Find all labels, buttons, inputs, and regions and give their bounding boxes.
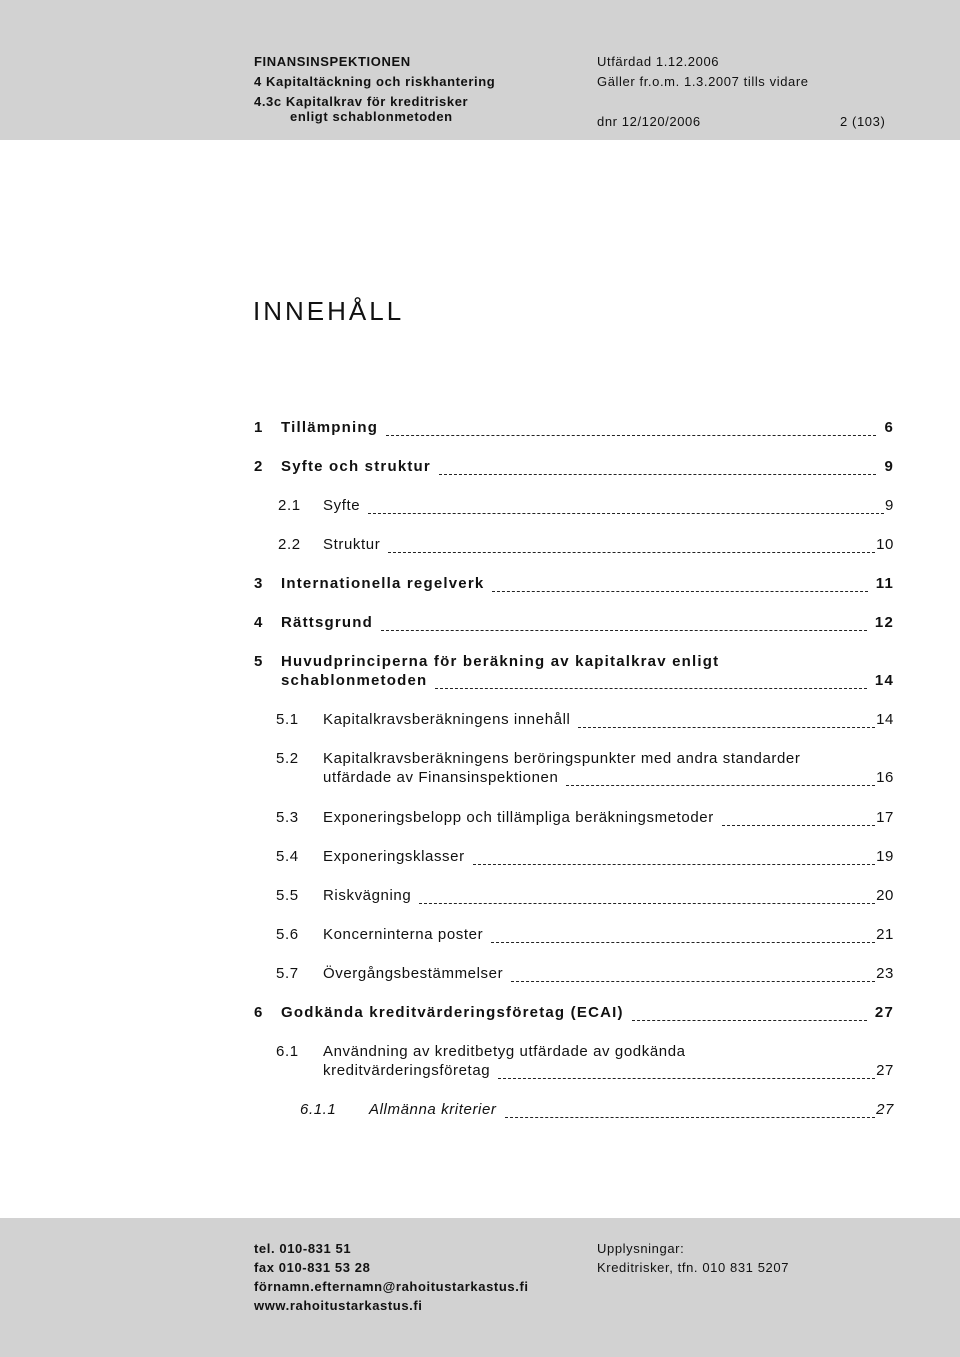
toc-entry-text: Exponeringsbelopp och tillämpliga beräkningsmetoder xyxy=(323,809,714,826)
toc-entry-text: Koncerninterna poster xyxy=(323,926,484,943)
toc-entry-number: 5 xyxy=(254,653,264,670)
toc-entry-number: 3 xyxy=(254,575,264,592)
toc-entry[interactable] xyxy=(0,574,960,594)
toc-entry-text: Godkända kreditvärderingsföretag (ECAI) xyxy=(281,1004,624,1021)
header-subsection: 4.3c Kapitalkrav för kreditrisker xyxy=(254,94,469,109)
toc-entry[interactable] xyxy=(0,964,960,984)
toc-leader xyxy=(386,435,876,436)
toc-entry-number: 6 xyxy=(254,1004,264,1021)
toc-leader xyxy=(632,1020,867,1021)
toc-entry-number: 5.4 xyxy=(276,848,299,865)
toc-leader xyxy=(578,727,875,728)
toc-leader xyxy=(492,591,867,592)
toc-entry[interactable] xyxy=(0,613,960,633)
toc-leader xyxy=(498,1078,875,1079)
footer-fax: fax 010-831 53 28 xyxy=(254,1260,371,1275)
toc-entry-text: Syfte xyxy=(323,497,361,514)
toc-entry[interactable] xyxy=(0,1003,960,1023)
toc-entry-page: 27 xyxy=(876,1101,894,1118)
toc-entry-number: 1 xyxy=(254,419,264,436)
toc-entry-number: 5.5 xyxy=(276,887,299,904)
toc-leader xyxy=(388,552,875,553)
toc-entry-text: Huvudprinciperna för beräkning av kapitalkrav enligt xyxy=(281,653,720,670)
toc-entry-number: 5.7 xyxy=(276,965,299,982)
toc-leader xyxy=(511,981,875,982)
toc-entry[interactable] xyxy=(0,886,960,906)
toc-entry-page: 23 xyxy=(876,965,894,982)
toc-entry-page: 20 xyxy=(876,887,894,904)
toc-entry[interactable] xyxy=(0,1100,960,1120)
toc-entry-text: Struktur xyxy=(323,536,381,553)
toc-entry[interactable] xyxy=(0,652,960,692)
toc-entry-page: 16 xyxy=(876,769,894,786)
toc-entry-text: Användning av kreditbetyg utfärdade av godkända xyxy=(323,1043,686,1060)
toc-leader xyxy=(419,903,875,904)
page-header xyxy=(0,0,960,140)
toc-entry[interactable] xyxy=(0,496,960,516)
toc-entry[interactable] xyxy=(0,418,960,438)
page-footer xyxy=(0,1218,960,1357)
header-subsection-cont: enligt schablonmetoden xyxy=(290,109,453,124)
toc-entry-page: 9 xyxy=(884,458,894,475)
toc-leader xyxy=(439,474,876,475)
toc-entry-text-cont: utfärdade av Finansinspektionen xyxy=(323,769,559,786)
toc-entry-page: 6 xyxy=(884,419,894,436)
toc-entry-text: Kapitalkravsberäkningens beröringspunkter med andra standarder xyxy=(323,750,801,767)
toc-entry[interactable] xyxy=(0,749,960,789)
toc-entry[interactable] xyxy=(0,535,960,555)
toc-entry[interactable] xyxy=(0,1042,960,1082)
toc-entry-text-cont: kreditvärderingsföretag xyxy=(323,1062,491,1079)
toc-entry[interactable] xyxy=(0,925,960,945)
toc-entry-number: 4 xyxy=(254,614,264,631)
footer-info-label: Upplysningar: xyxy=(597,1241,685,1256)
toc-leader xyxy=(435,688,867,689)
toc-entry-text: Övergångsbestämmelser xyxy=(323,965,504,982)
toc-leader xyxy=(381,630,867,631)
toc-entry-text: Syfte och struktur xyxy=(281,458,431,475)
toc-entry-text: Rättsgrund xyxy=(281,614,373,631)
toc-entry-page: 12 xyxy=(874,614,894,631)
toc-entry[interactable] xyxy=(0,808,960,828)
toc-entry-page: 11 xyxy=(875,575,894,592)
toc-leader xyxy=(722,825,875,826)
page-title: INNEHÅLL xyxy=(253,296,405,326)
header-dnr: dnr 12/120/2006 xyxy=(597,114,701,129)
toc-leader xyxy=(505,1117,876,1118)
header-org: FINANSINSPEKTIONEN xyxy=(254,54,411,69)
toc-entry-number: 6.1 xyxy=(276,1043,299,1060)
toc-entry-text: Riskvägning xyxy=(323,887,412,904)
toc-entry-number: 5.6 xyxy=(276,926,299,943)
toc-entry-number: 2.1 xyxy=(278,497,301,514)
header-issued: Utfärdad 1.12.2006 xyxy=(597,54,720,69)
toc-leader xyxy=(491,942,875,943)
toc-entry-text-cont: schablonmetoden xyxy=(281,672,428,689)
toc-entry-number: 5.2 xyxy=(276,750,299,767)
toc-leader xyxy=(368,513,884,514)
toc-entry[interactable] xyxy=(0,847,960,867)
header-section: 4 Kapitaltäckning och riskhantering xyxy=(254,74,496,89)
header-page-number: 2 (103) xyxy=(840,114,886,129)
toc-entry-number: 5.3 xyxy=(276,809,299,826)
toc-entry-page: 17 xyxy=(876,809,894,826)
footer-tel: tel. 010-831 51 xyxy=(254,1241,352,1256)
toc-entry-page: 10 xyxy=(876,536,894,553)
toc-leader xyxy=(566,785,875,786)
toc-entry-page: 21 xyxy=(876,926,894,943)
toc-entry-text: Exponeringsklasser xyxy=(323,848,465,865)
toc-entry-text: Tillämpning xyxy=(281,419,379,436)
toc-entry-page: 9 xyxy=(885,497,894,514)
footer-email[interactable]: förnamn.efternamn@rahoitustarkastus.fi xyxy=(254,1279,529,1294)
header-valid: Gäller fr.o.m. 1.3.2007 tills vidare xyxy=(597,74,809,89)
footer-website[interactable]: www.rahoitustarkastus.fi xyxy=(254,1298,423,1313)
toc-entry-page: 14 xyxy=(874,672,894,689)
toc-entry[interactable] xyxy=(0,457,960,477)
toc-entry-page: 14 xyxy=(876,711,894,728)
toc-entry-number: 5.1 xyxy=(276,711,299,728)
footer-info-value: Kreditrisker, tfn. 010 831 5207 xyxy=(597,1260,790,1275)
toc-entry-page: 27 xyxy=(874,1004,894,1021)
toc-entry-text: Internationella regelverk xyxy=(281,575,485,592)
toc-entry-page: 19 xyxy=(876,848,894,865)
toc-entry-number: 2 xyxy=(254,458,264,475)
toc-entry-number: 6.1.1 xyxy=(300,1101,337,1118)
toc-entry-text: Allmänna kriterier xyxy=(369,1101,497,1118)
toc-entry[interactable] xyxy=(0,710,960,730)
toc-entry-number: 2.2 xyxy=(278,536,301,553)
toc-entry-text: Kapitalkravsberäkningens innehåll xyxy=(323,711,571,728)
toc-entry-page: 27 xyxy=(876,1062,894,1079)
toc-leader xyxy=(473,864,875,865)
